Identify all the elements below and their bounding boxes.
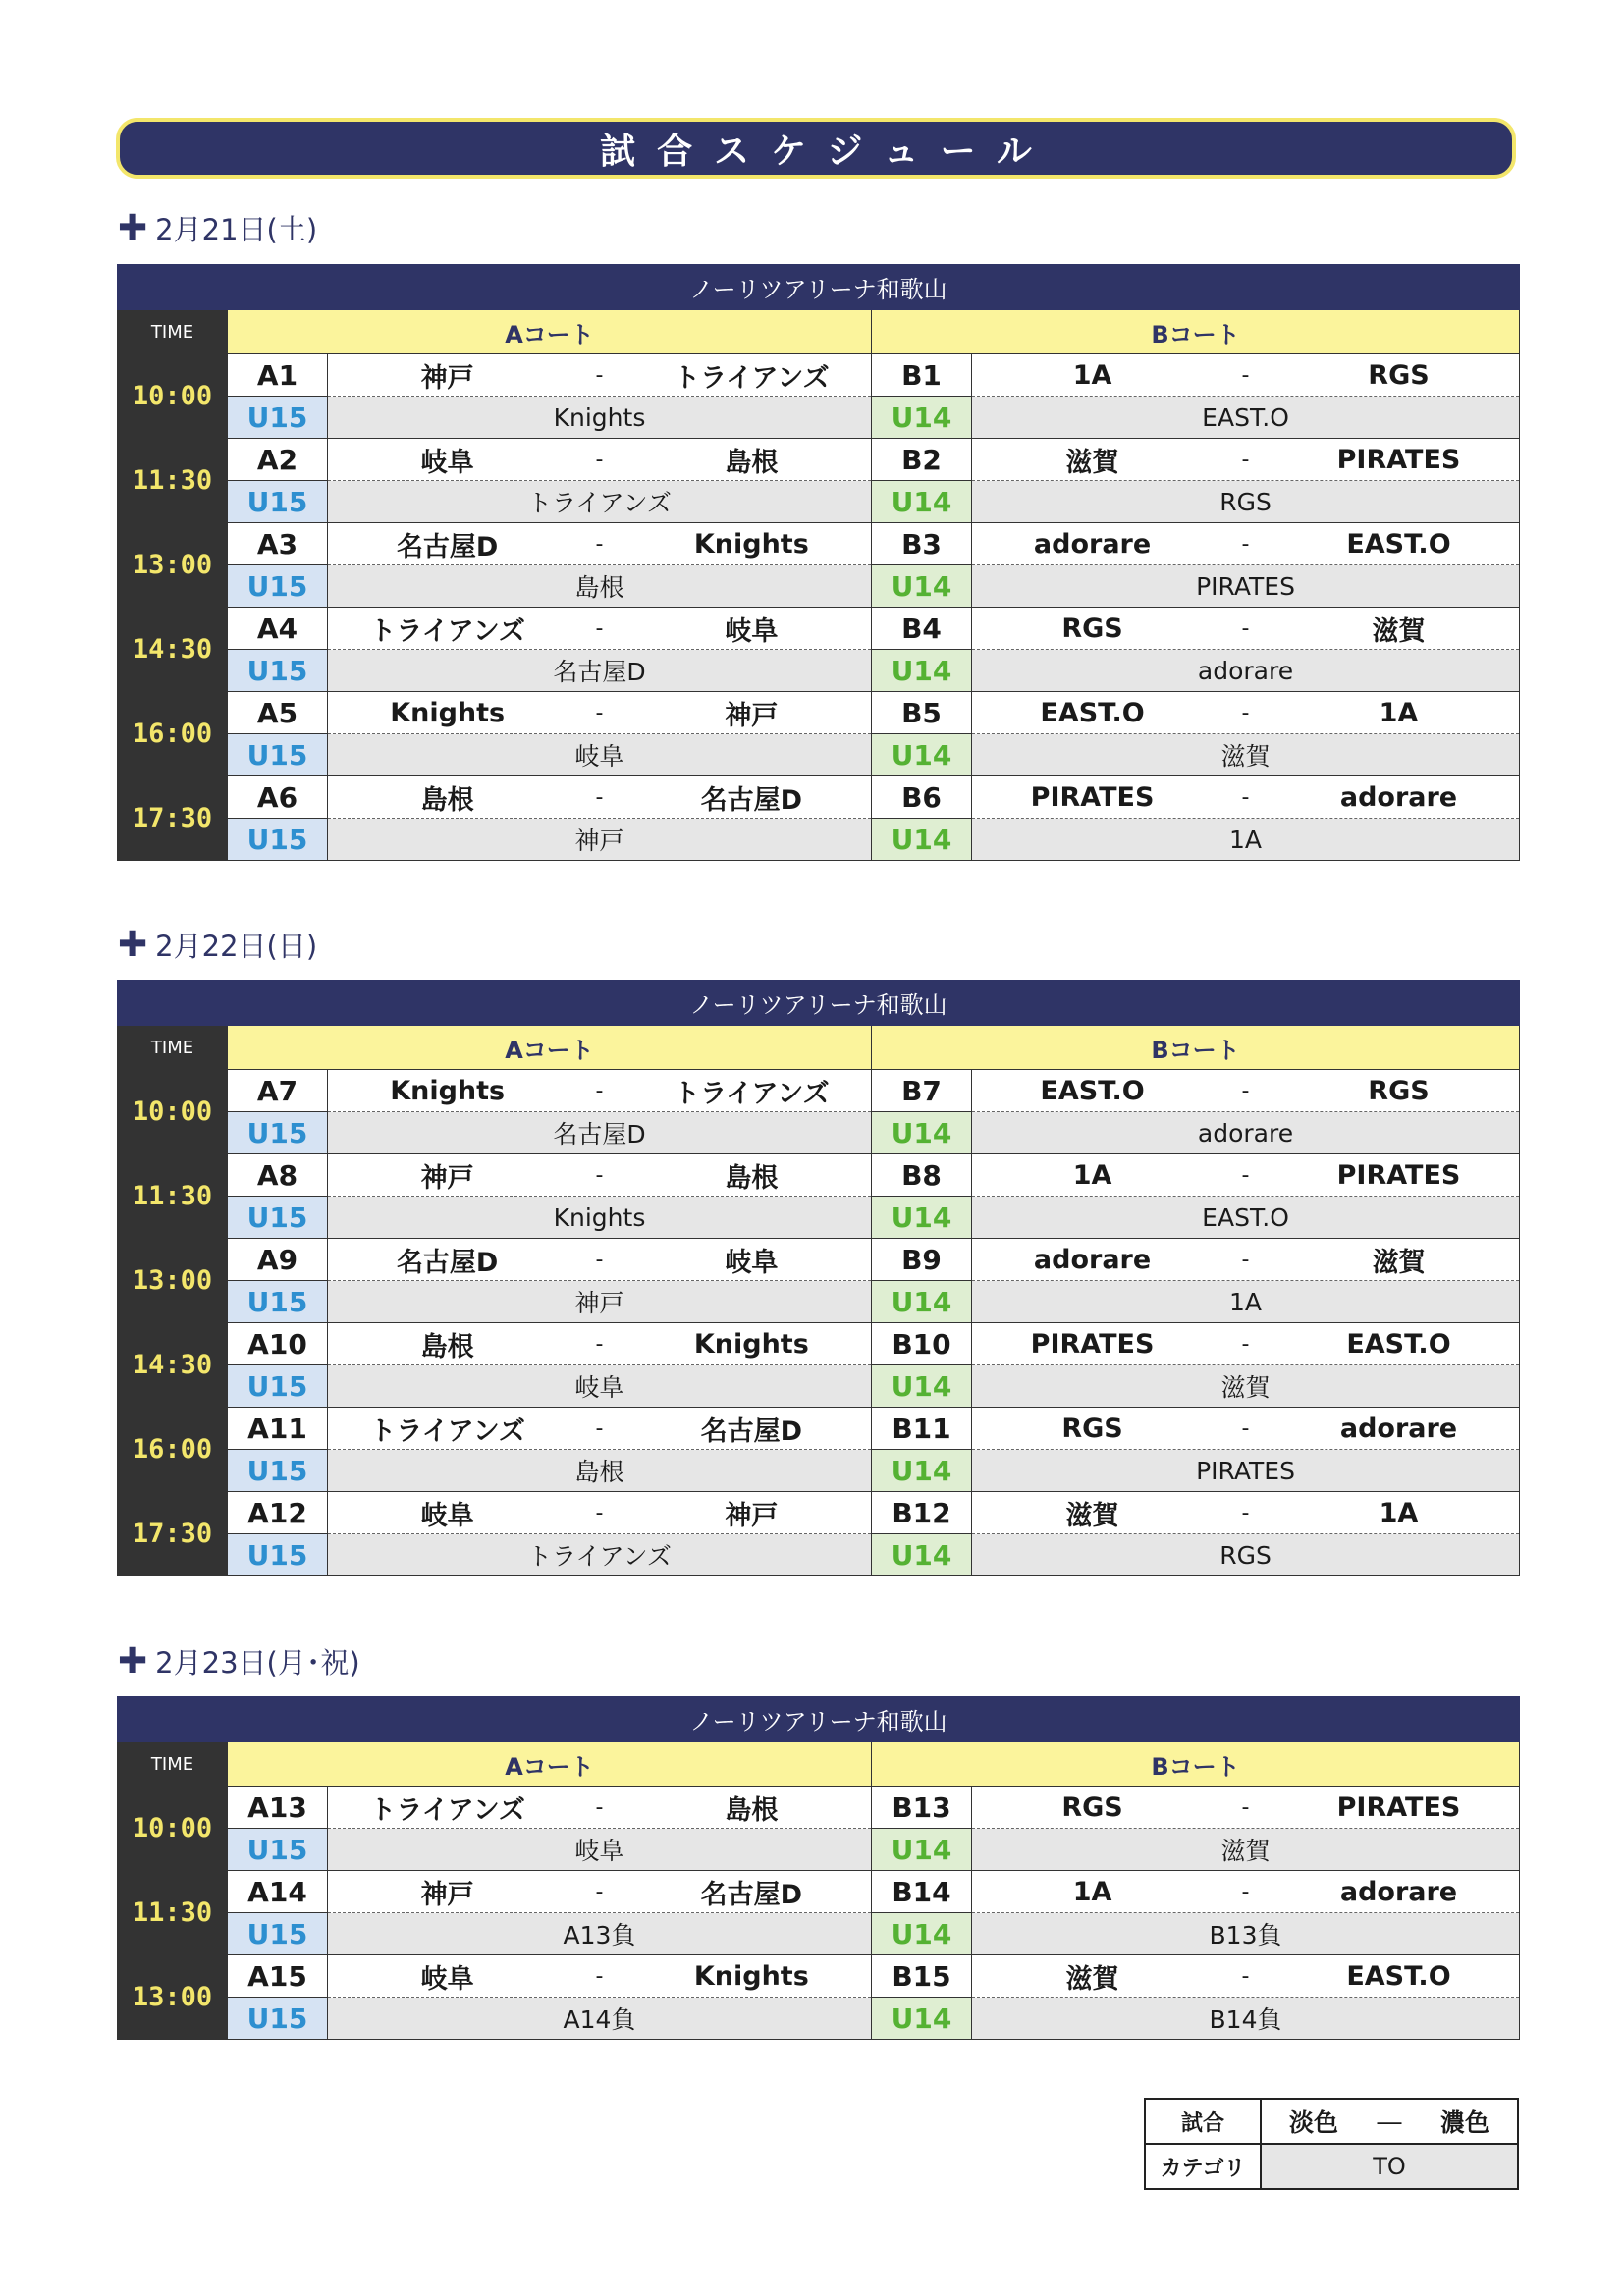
category-row: [118, 1829, 1520, 1871]
versus-dash: -: [1241, 1500, 1250, 1525]
versus-dash: -: [595, 1078, 604, 1103]
time-slot: 17:30: [118, 1492, 228, 1576]
category-u14: U14: [872, 1197, 972, 1239]
home-team: 神戸: [420, 1879, 474, 1910]
versus-dash: -: [1241, 531, 1250, 557]
venue-name: ノーリツアリーナ和歌山: [118, 981, 1520, 1026]
match-row: [118, 354, 1520, 397]
day-heading: [118, 208, 317, 248]
game-code: B12: [872, 1492, 972, 1534]
away-team: RGS: [1368, 1075, 1430, 1106]
day-heading-text: 2月22日(日): [155, 930, 318, 963]
away-team: EAST.O: [1346, 1328, 1451, 1360]
court-b-header: Bコート: [872, 1026, 1520, 1070]
away-team: 島根: [725, 1794, 779, 1826]
category-u14: U14: [872, 565, 972, 608]
match-row: [118, 1955, 1520, 1998]
away-team: 神戸: [725, 1500, 779, 1531]
schedule-table: [117, 980, 1520, 1576]
match-row: [118, 1239, 1520, 1281]
category-u15: U15: [228, 397, 328, 439]
versus-dash: -: [1241, 1879, 1250, 1904]
away-team: 滋賀: [1372, 615, 1426, 647]
category-row: [118, 1281, 1520, 1323]
game-code: A8: [228, 1154, 328, 1197]
away-team: 岐阜: [725, 1247, 779, 1278]
home-team: Knights: [390, 1075, 506, 1106]
versus-dash: -: [1241, 1162, 1250, 1188]
game-code: B8: [872, 1154, 972, 1197]
court-b-match: [972, 608, 1520, 650]
table-official: PIRATES: [972, 1450, 1520, 1492]
category-u15: U15: [228, 1281, 328, 1323]
table-official: EAST.O: [972, 1197, 1520, 1239]
court-a-match: [328, 1955, 872, 1998]
court-b-match: [972, 1408, 1520, 1450]
category-row: [118, 1534, 1520, 1576]
table-official: 岐阜: [328, 734, 872, 776]
table-official: RGS: [972, 481, 1520, 523]
category-u14: U14: [872, 1112, 972, 1154]
category-u15: U15: [228, 650, 328, 692]
category-u14: U14: [872, 481, 972, 523]
table-official: トライアンズ: [328, 1534, 872, 1576]
day-heading-text: 2月21日(土): [155, 213, 318, 246]
home-team: 岐阜: [420, 1963, 474, 1995]
away-team: RGS: [1368, 359, 1430, 391]
match-row: [118, 1787, 1520, 1829]
legend-match-value: [1261, 2099, 1518, 2144]
time-slot: 11:30: [118, 439, 228, 523]
home-team: 滋賀: [1065, 1963, 1119, 1995]
table-official: 滋賀: [972, 734, 1520, 776]
game-code: A10: [228, 1323, 328, 1365]
home-team: PIRATES: [1030, 781, 1155, 813]
game-code: B1: [872, 354, 972, 397]
court-a-header: Aコート: [228, 310, 872, 354]
match-row: [118, 1492, 1520, 1534]
category-u15: U15: [228, 481, 328, 523]
home-team: 1A: [1072, 359, 1112, 391]
game-code: A7: [228, 1070, 328, 1112]
away-team: adorare: [1339, 781, 1458, 813]
versus-dash: -: [595, 1963, 604, 1989]
away-team: adorare: [1339, 1876, 1458, 1907]
category-u14: U14: [872, 1534, 972, 1576]
time-slot: 10:00: [118, 1070, 228, 1154]
away-team: 岐阜: [725, 615, 779, 647]
time-slot: 13:00: [118, 523, 228, 608]
game-code: B9: [872, 1239, 972, 1281]
category-row: [118, 1450, 1520, 1492]
home-team: Knights: [390, 697, 506, 728]
game-code: B11: [872, 1408, 972, 1450]
versus-dash: -: [1241, 1247, 1250, 1272]
venue-name: ノーリツアリーナ和歌山: [118, 1697, 1520, 1742]
table-official: RGS: [972, 1534, 1520, 1576]
category-u15: U15: [228, 565, 328, 608]
table-official: B13負: [972, 1913, 1520, 1955]
game-code: B6: [872, 776, 972, 819]
court-b-match: [972, 1239, 1520, 1281]
category-u15: U15: [228, 1197, 328, 1239]
court-a-match: [328, 1070, 872, 1112]
game-code: A5: [228, 692, 328, 734]
time-slot: 13:00: [118, 1955, 228, 2040]
category-row: [118, 734, 1520, 776]
versus-dash: -: [595, 362, 604, 388]
versus-dash: -: [595, 531, 604, 557]
category-row: [118, 1197, 1520, 1239]
away-team: 名古屋D: [700, 1415, 803, 1447]
game-code: A4: [228, 608, 328, 650]
court-b-match: [972, 776, 1520, 819]
table-official: 滋賀: [972, 1829, 1520, 1871]
versus-dash: -: [595, 1794, 604, 1820]
game-code: A2: [228, 439, 328, 481]
court-b-header: Bコート: [872, 310, 1520, 354]
versus-dash: -: [595, 1500, 604, 1525]
versus-dash: -: [1241, 1794, 1250, 1820]
versus-dash: -: [595, 1162, 604, 1188]
versus-dash: -: [595, 1415, 604, 1441]
court-a-match: [328, 776, 872, 819]
category-row: [118, 565, 1520, 608]
time-slot: 11:30: [118, 1154, 228, 1239]
plus-icon: ✚: [118, 207, 148, 248]
table-official: 岐阜: [328, 1365, 872, 1408]
category-u15: U15: [228, 1534, 328, 1576]
home-team: RGS: [1061, 1791, 1123, 1823]
home-team: 神戸: [420, 362, 474, 394]
court-a-match: [328, 1408, 872, 1450]
away-team: PIRATES: [1336, 1159, 1461, 1191]
legend-category-label: カテゴリ: [1145, 2144, 1261, 2189]
home-team: トライアンズ: [369, 1415, 525, 1447]
game-code: A12: [228, 1492, 328, 1534]
away-team: 神戸: [725, 700, 779, 731]
table-official: Knights: [328, 397, 872, 439]
table-official: A14負: [328, 1998, 872, 2040]
day-heading: [118, 1641, 360, 1682]
away-team: adorare: [1339, 1413, 1458, 1444]
match-row: [118, 1154, 1520, 1197]
game-code: B4: [872, 608, 972, 650]
table-official: 島根: [328, 1450, 872, 1492]
home-team: トライアンズ: [369, 615, 525, 647]
category-u14: U14: [872, 1365, 972, 1408]
table-official: A13負: [328, 1913, 872, 1955]
home-team: 名古屋D: [396, 1247, 499, 1278]
table-official: 1A: [972, 819, 1520, 861]
table-official: トライアンズ: [328, 481, 872, 523]
table-official: 岐阜: [328, 1829, 872, 1871]
court-a-header: Aコート: [228, 1026, 872, 1070]
legend-to: TO: [1261, 2144, 1518, 2189]
versus-dash: -: [595, 1331, 604, 1357]
court-a-match: [328, 1154, 872, 1197]
table-official: 1A: [972, 1281, 1520, 1323]
match-row: [118, 1323, 1520, 1365]
versus-dash: -: [595, 447, 604, 472]
match-row: [118, 776, 1520, 819]
time-slot: 10:00: [118, 354, 228, 439]
match-row: [118, 1408, 1520, 1450]
schedule-table: [117, 1696, 1520, 2040]
game-code: A3: [228, 523, 328, 565]
versus-dash: -: [1241, 784, 1250, 810]
away-team: PIRATES: [1336, 444, 1461, 475]
away-team: EAST.O: [1346, 1960, 1451, 1992]
away-team: 名古屋D: [700, 784, 803, 816]
category-row: [118, 1998, 1520, 2040]
category-u14: U14: [872, 1281, 972, 1323]
court-a-match: [328, 354, 872, 397]
time-header: TIME: [118, 1026, 228, 1070]
category-u14: U14: [872, 397, 972, 439]
table-official: PIRATES: [972, 565, 1520, 608]
table-official: 滋賀: [972, 1365, 1520, 1408]
game-code: A6: [228, 776, 328, 819]
time-slot: 14:30: [118, 608, 228, 692]
versus-dash: -: [595, 615, 604, 641]
venue-name: ノーリツアリーナ和歌山: [118, 265, 1520, 310]
home-team: 1A: [1072, 1159, 1112, 1191]
away-team: Knights: [693, 528, 809, 560]
home-team: 岐阜: [420, 1500, 474, 1531]
game-code: B5: [872, 692, 972, 734]
court-a-match: [328, 692, 872, 734]
home-team: 名古屋D: [396, 531, 499, 562]
category-u15: U15: [228, 819, 328, 861]
versus-dash: -: [1241, 615, 1250, 641]
match-row: [118, 523, 1520, 565]
game-code: A1: [228, 354, 328, 397]
versus-dash: -: [1241, 362, 1250, 388]
category-u15: U15: [228, 1913, 328, 1955]
category-u15: U15: [228, 1450, 328, 1492]
court-a-match: [328, 523, 872, 565]
court-a-match: [328, 1239, 872, 1281]
court-b-match: [972, 1955, 1520, 1998]
versus-dash: -: [595, 784, 604, 810]
plus-icon: ✚: [118, 1640, 148, 1682]
home-team: adorare: [1033, 1244, 1152, 1275]
game-code: B13: [872, 1787, 972, 1829]
category-u14: U14: [872, 1998, 972, 2040]
away-team: Knights: [693, 1960, 809, 1992]
category-u15: U15: [228, 734, 328, 776]
category-row: [118, 1112, 1520, 1154]
category-u15: U15: [228, 1829, 328, 1871]
court-b-match: [972, 692, 1520, 734]
plus-icon: ✚: [118, 924, 148, 965]
court-a-match: [328, 439, 872, 481]
table-official: 名古屋D: [328, 1112, 872, 1154]
court-b-match: [972, 523, 1520, 565]
day-heading-text: 2月23日(月･祝): [155, 1646, 360, 1680]
away-team: 1A: [1379, 697, 1419, 728]
versus-dash: -: [1241, 447, 1250, 472]
court-b-match: [972, 439, 1520, 481]
court-b-match: [972, 1492, 1520, 1534]
time-slot: 11:30: [118, 1871, 228, 1955]
time-slot: 13:00: [118, 1239, 228, 1323]
legend-light: 淡色: [1289, 2109, 1339, 2137]
away-team: PIRATES: [1336, 1791, 1461, 1823]
category-row: [118, 819, 1520, 861]
category-u14: U14: [872, 1829, 972, 1871]
home-team: 1A: [1072, 1876, 1112, 1907]
court-b-match: [972, 1154, 1520, 1197]
day-heading: [118, 925, 317, 965]
time-slot: 16:00: [118, 692, 228, 776]
category-row: [118, 397, 1520, 439]
away-team: 名古屋D: [700, 1879, 803, 1910]
category-u14: U14: [872, 1450, 972, 1492]
game-code: B7: [872, 1070, 972, 1112]
match-row: [118, 608, 1520, 650]
home-team: 島根: [420, 784, 474, 816]
home-team: 神戸: [420, 1162, 474, 1194]
table-official: adorare: [972, 1112, 1520, 1154]
time-slot: 14:30: [118, 1323, 228, 1408]
game-code: B14: [872, 1871, 972, 1913]
versus-dash: -: [1241, 1331, 1250, 1357]
home-team: 滋賀: [1065, 447, 1119, 478]
versus-dash: -: [1241, 1415, 1250, 1441]
table-official: 島根: [328, 565, 872, 608]
category-u14: U14: [872, 734, 972, 776]
court-b-match: [972, 1871, 1520, 1913]
category-u15: U15: [228, 1998, 328, 2040]
time-header: TIME: [118, 310, 228, 354]
home-team: RGS: [1061, 613, 1123, 644]
table-official: 名古屋D: [328, 650, 872, 692]
versus-dash: -: [1241, 1078, 1250, 1103]
category-u15: U15: [228, 1365, 328, 1408]
away-team: Knights: [693, 1328, 809, 1360]
court-b-match: [972, 1787, 1520, 1829]
versus-dash: -: [595, 700, 604, 725]
game-code: A9: [228, 1239, 328, 1281]
table-official: Knights: [328, 1197, 872, 1239]
away-team: 島根: [725, 1162, 779, 1194]
match-row: [118, 692, 1520, 734]
category-u14: U14: [872, 819, 972, 861]
schedule-table: [117, 264, 1520, 861]
legend-match-label: 試合: [1145, 2099, 1261, 2144]
match-row: [118, 1871, 1520, 1913]
court-b-match: [972, 1323, 1520, 1365]
versus-dash: -: [1241, 700, 1250, 725]
court-a-match: [328, 1871, 872, 1913]
home-team: 島根: [420, 1331, 474, 1362]
home-team: 滋賀: [1065, 1500, 1119, 1531]
court-a-match: [328, 1787, 872, 1829]
home-team: EAST.O: [1040, 697, 1145, 728]
away-team: 島根: [725, 447, 779, 478]
match-row: [118, 439, 1520, 481]
away-team: トライアンズ: [674, 362, 830, 394]
time-slot: 17:30: [118, 776, 228, 861]
versus-dash: -: [1241, 1963, 1250, 1989]
game-code: B10: [872, 1323, 972, 1365]
legend-table: [1144, 2098, 1519, 2190]
court-a-match: [328, 1492, 872, 1534]
court-b-match: [972, 354, 1520, 397]
legend-dash: ―: [1377, 2107, 1402, 2136]
table-official: 神戸: [328, 819, 872, 861]
versus-dash: -: [595, 1247, 604, 1272]
away-team: 1A: [1379, 1497, 1419, 1528]
category-u14: U14: [872, 650, 972, 692]
time-slot: 16:00: [118, 1408, 228, 1492]
away-team: EAST.O: [1346, 528, 1451, 560]
game-code: B15: [872, 1955, 972, 1998]
home-team: EAST.O: [1040, 1075, 1145, 1106]
game-code: A11: [228, 1408, 328, 1450]
match-row: [118, 1070, 1520, 1112]
category-row: [118, 1913, 1520, 1955]
table-official: adorare: [972, 650, 1520, 692]
page-title: 試合スケジュール: [116, 118, 1516, 179]
game-code: B2: [872, 439, 972, 481]
game-code: A14: [228, 1871, 328, 1913]
table-official: B14負: [972, 1998, 1520, 2040]
legend-dark: 濃色: [1439, 2109, 1489, 2137]
game-code: A15: [228, 1955, 328, 1998]
versus-dash: -: [595, 1879, 604, 1904]
court-a-header: Aコート: [228, 1742, 872, 1787]
table-official: 神戸: [328, 1281, 872, 1323]
category-row: [118, 650, 1520, 692]
category-row: [118, 481, 1520, 523]
category-u14: U14: [872, 1913, 972, 1955]
court-b-header: Bコート: [872, 1742, 1520, 1787]
home-team: 岐阜: [420, 447, 474, 478]
home-team: PIRATES: [1030, 1328, 1155, 1360]
home-team: トライアンズ: [369, 1794, 525, 1826]
category-row: [118, 1365, 1520, 1408]
game-code: B3: [872, 523, 972, 565]
court-a-match: [328, 1323, 872, 1365]
game-code: A13: [228, 1787, 328, 1829]
away-team: トライアンズ: [674, 1078, 830, 1109]
home-team: adorare: [1033, 528, 1152, 560]
category-u15: U15: [228, 1112, 328, 1154]
time-header: TIME: [118, 1742, 228, 1787]
away-team: 滋賀: [1372, 1247, 1426, 1278]
home-team: RGS: [1061, 1413, 1123, 1444]
court-b-match: [972, 1070, 1520, 1112]
court-a-match: [328, 608, 872, 650]
table-official: EAST.O: [972, 397, 1520, 439]
time-slot: 10:00: [118, 1787, 228, 1871]
